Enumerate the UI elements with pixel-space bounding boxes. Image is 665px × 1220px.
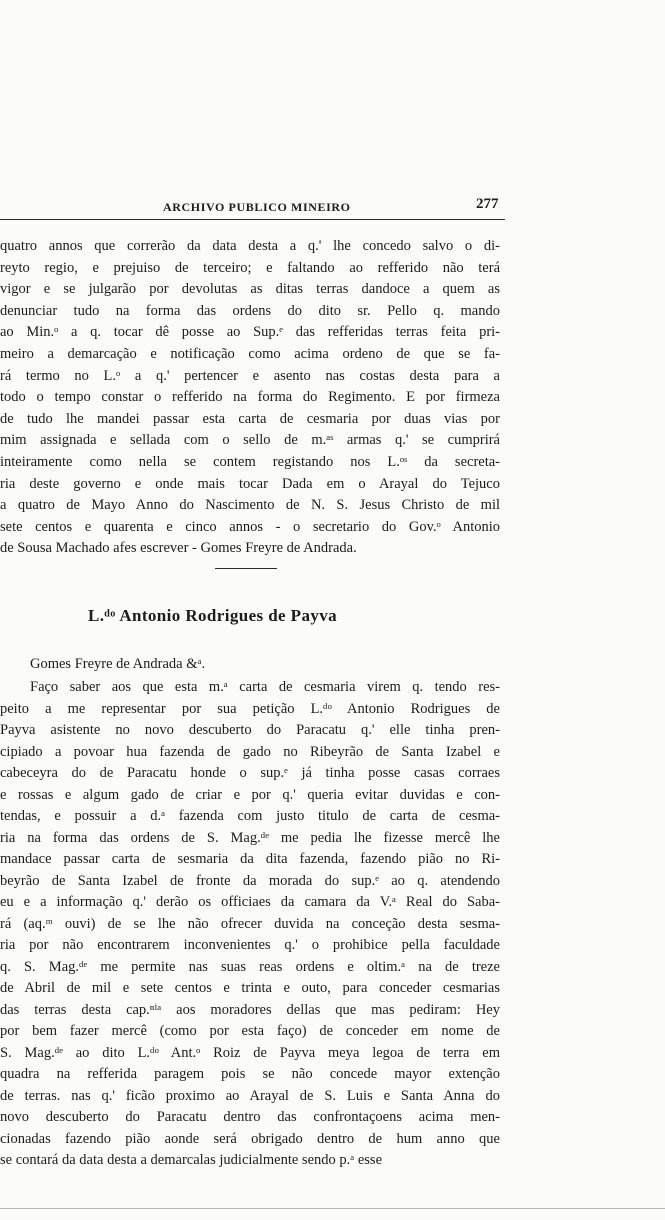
text-line: beyrão de Santa Izabel de fronte da morada do sup.ᵉ ao q. atendendo [0,872,500,889]
text-line: cipiado a povoar hua fazenda de gado no Ribeyrão de Santa Izabel e [0,743,500,760]
text-line: cabeceyra do de Paracatu honde o sup.ᵉ já tinha posse casas corraes [0,765,500,781]
section-title: L.ᵈᵒ Antonio Rodrigues de Payva [88,606,338,625]
text-line: a quatro de Mayo Anno do Nascimento de N. S. Jesus Christo de mil [0,497,500,514]
text-line: ria deste governo e onde mais tocar Dada em o Arayal do Tejuco [0,475,500,492]
text-line: novo descuberto do Paracatu dentro das confrontaçoens acima men- [0,1109,500,1125]
text-line: meiro a demarcação e notificação como acima ordeno de que se fa- [0,346,500,362]
text-line: S. Mag.ᵈᵉ ao dito L.ᵈᵒ Ant.ᵒ Roiz de Payva meya legoa de terra em [0,1044,500,1061]
text-line: e rossas e algum gado de criar e por q.' queria evitar duvidas e con- [0,786,500,803]
text-line: se contará da data desta a demarcalas judicialmente sendo p.ᵃ esse [0,1152,383,1168]
text-line: mandace passar carta de sesmaria da dita fazenda, fazendo pião no Ri- [0,851,500,867]
text-line: rá (aq.ᵐ ouvi) de se lhe não ofrecer duvida na conceção desta sesma- [0,915,500,932]
section-separator [215,568,277,569]
text-line: quatro annos que correrão da data desta a q.' lhe concedo salvo o di- [0,238,500,254]
text-line: inteiramente como nella se contem registando nos L.ᵒˢ da secreta- [0,454,500,470]
text-line: peito a me representar por sua petição L.ᵈᵒ Antonio Rodrigues de [0,700,500,717]
text-line: de tudo lhe mandei passar esta carta de cesmaria por duas vias por [0,410,500,427]
text-line: tendas, e possuir a d.ᵃ fazenda com justo titulo de carta de cesma- [0,808,500,824]
page-number: 277 [476,196,499,212]
page-edge-line [0,1208,665,1209]
text-line: ria por não encontrarem inconvenientes q.' o prohibice pella faculdade [0,937,500,953]
text-line: de Sousa Machado afes escrever - Gomes Freyre de Andrada. [0,540,357,557]
text-line: rá termo no L.ᵒ a q.' pertencer e asento nas costas desta para a [0,367,500,384]
text-line: q. S. Mag.ᵈᵉ me permite nas suas reas ordens e oltim.ᵃ na de treze [0,958,500,975]
text-line: ao Min.ᵒ a q. tocar dê posse ao Sup.ᵉ das refferidas terras feita pri- [0,324,500,341]
text-line: Payva asistente no novo descuberto do Paracatu q.' elle tinha pren- [0,722,500,738]
running-head-title: ARCHIVO PUBLICO MINEIRO [163,200,351,214]
text-line: sete centos e quarenta e cinco annos - o secretario do Gov.ᵒ Antonio [0,518,500,535]
text-line: todo o tempo constar o refferido na forma do Regimento. E por firmeza [0,389,500,406]
salutation: Gomes Freyre de Andrada &ᵃ. [30,656,206,672]
text-line: denunciar tudo na forma das ordens do dito sr. Pello q. mando [0,302,500,319]
text-line: de terras. nas q.' ficão proximo ao Arayal de S. Luis e Santa Anna do [0,1087,500,1104]
text-line: reyto regio, e prejuiso de terceiro; e faltando ao refferido não terá [0,259,500,276]
text-line: das terras desta cap.ⁿⁱᵃ aos moradores dellas que mas pediram: Hey [0,1001,500,1018]
header-rule [0,219,505,220]
running-head [0,196,665,218]
text-line: ria na forma das ordens de S. Mag.ᵈᵉ me pedia lhe fizesse mercê lhe [0,829,500,846]
text-line: quadra na refferida paragem pois se não concede mayor extenção [0,1066,500,1082]
text-line: cionadas fazendo pião aonde será obrigado dentro de hum anno que [0,1130,500,1147]
text-line: vigor e se julgarão por devolutas as ditas terras dandoce a quem as [0,281,500,298]
text-line: Faço saber aos que esta m.ᵃ carta de cesmaria virem q. tendo res- [30,679,500,695]
text-line: eu e a informação q.' derão os officiaes da camara da V.ᵃ Real do Saba- [0,894,500,910]
text-line: por bem fazer mercê (como por esta faço) de conceder em nome de [0,1023,500,1039]
text-line: mim assignada e sellada com o sello de m.ᵃˢ armas q.' se cumprirá [0,432,500,449]
text-line: de Abril de mil e sete centos e trinta e outo, para conceder cesmarias [0,980,500,996]
